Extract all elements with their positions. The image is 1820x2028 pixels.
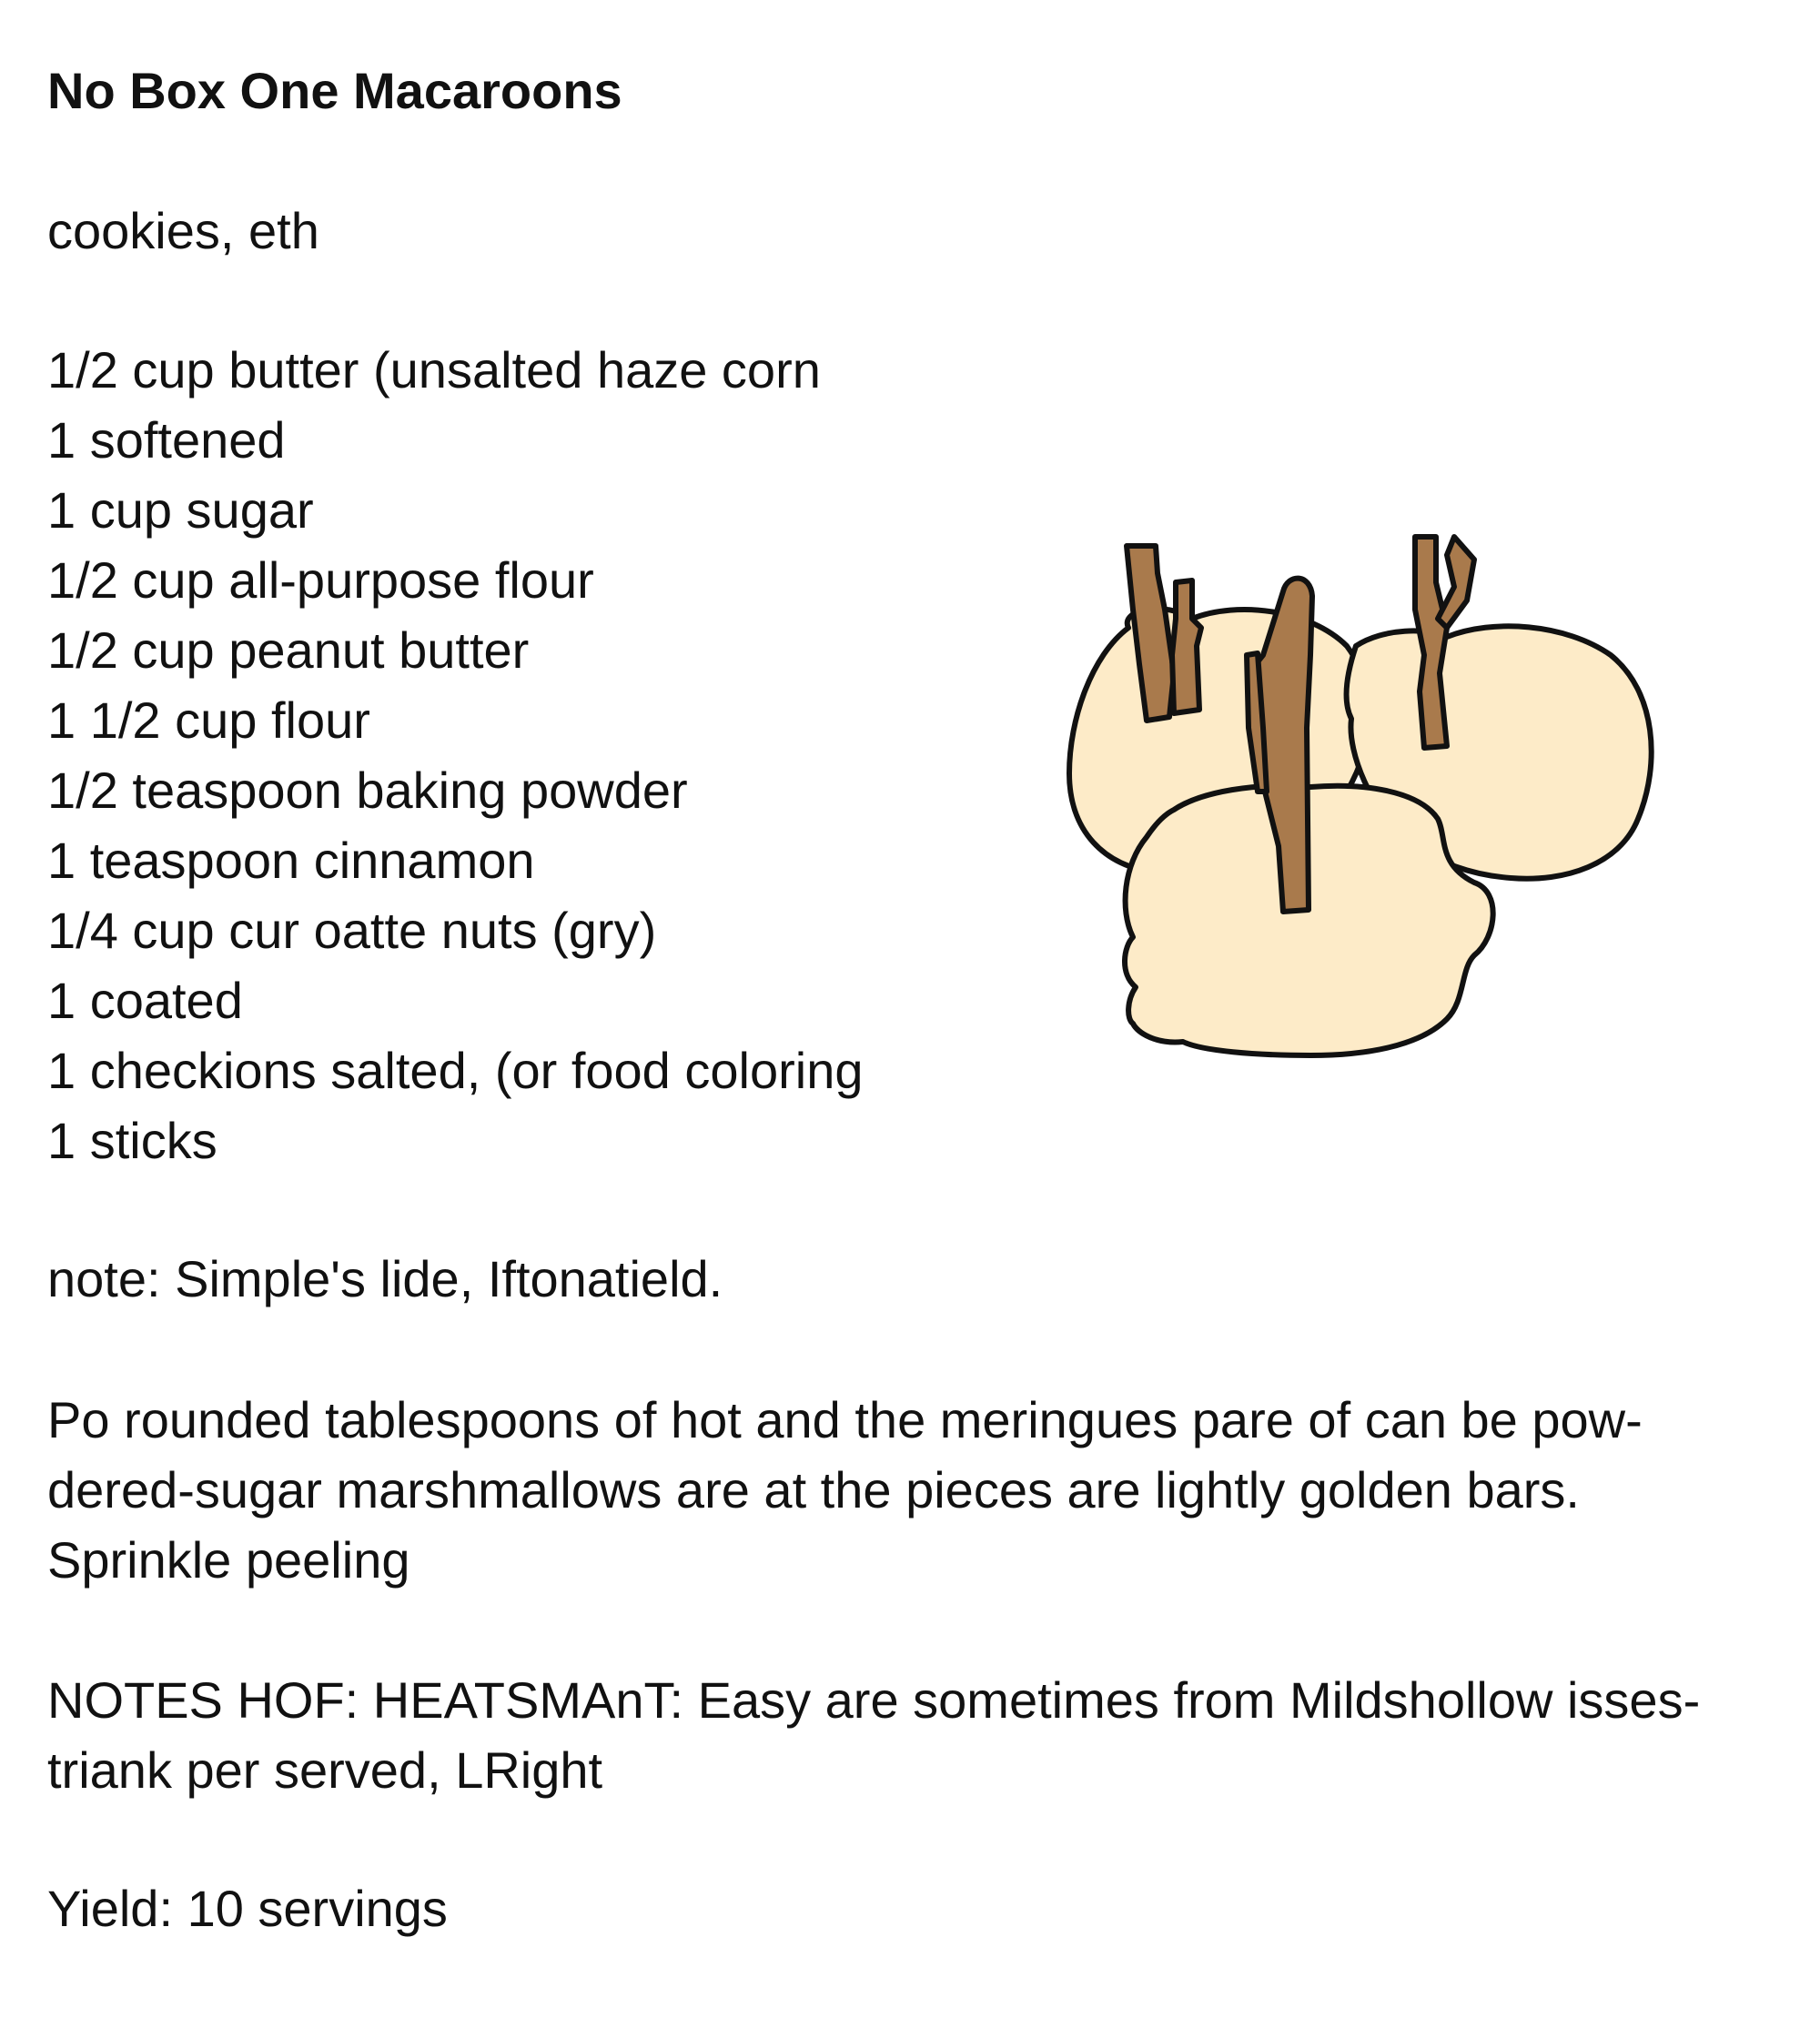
- stick-right-branch: [1438, 537, 1474, 628]
- ingredient-item: 1/2 cup butter (unsalted haze corn: [47, 341, 821, 399]
- recipe-category: cookies, eth: [47, 202, 319, 259]
- macaroons-illustration: [1019, 519, 1674, 1119]
- ingredient-item: 1/2 teaspoon baking powder: [47, 762, 688, 819]
- stick-right-main: [1415, 537, 1447, 748]
- ingredient-item: 1 softened: [47, 411, 286, 469]
- ingredient-list: [47, 335, 864, 1175]
- extra-notes-line: NOTES HOF: HEATSMAnT: Easy are sometimes from Mildshollow isses-: [47, 1671, 1701, 1729]
- ingredient-item: 1/2 cup all-purpose flour: [47, 551, 594, 609]
- recipe-directions: [47, 1385, 1776, 1595]
- recipe-title: No Box One Macaroons: [47, 62, 622, 119]
- directions-line: dered-sugar marshmallows are at the pieces are lightly golden bars.: [47, 1461, 1580, 1518]
- ingredient-item: 1 sticks: [47, 1112, 217, 1169]
- recipe-note: note: Simple's lide, Iftonatield.: [47, 1250, 723, 1307]
- recipe-extra-notes: [47, 1665, 1776, 1805]
- directions-line: Po rounded tablespoons of hot and the meringues pare of can be pow-: [47, 1391, 1643, 1448]
- recipe-yield: Yield: 10 servings: [47, 1880, 448, 1937]
- ingredient-item: 1 checkions salted, (or food coloring: [47, 1042, 864, 1099]
- ingredient-item: 1 cup sugar: [47, 481, 314, 539]
- extra-notes-line: triank per served, LRight: [47, 1741, 603, 1799]
- directions-line: Sprinkle peeling: [47, 1531, 410, 1589]
- ingredient-item: 1 teaspoon cinnamon: [47, 832, 535, 889]
- ingredient-item: 1 coated: [47, 972, 243, 1029]
- stick-left-branch: [1172, 580, 1201, 713]
- ingredient-item: 1/2 cup peanut butter: [47, 621, 530, 679]
- ingredient-item: 1 1/2 cup flour: [47, 691, 370, 749]
- ingredient-item: 1/4 cup cur oatte nuts (gry): [47, 902, 657, 959]
